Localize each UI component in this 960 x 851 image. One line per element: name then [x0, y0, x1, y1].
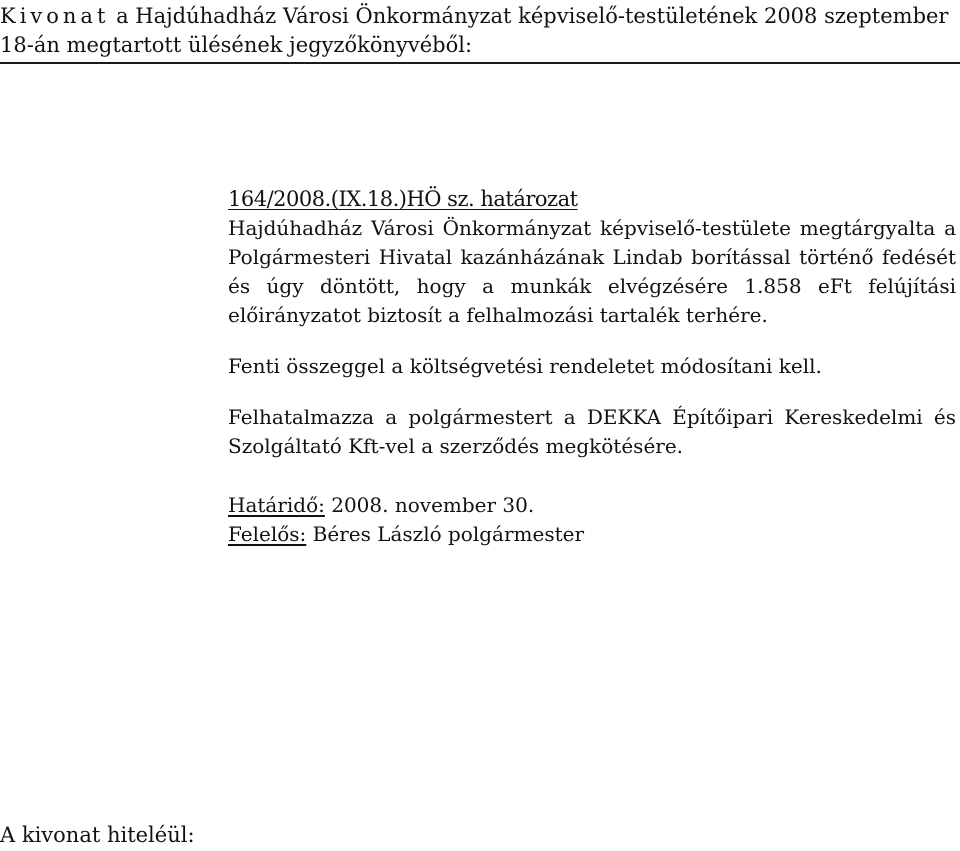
resolution-paragraph-3: Felhatalmazza a polgármestert a DEKKA Építőipari Kereskedelmi és Szolgáltató Kft-vel a szerződés megkötésére.	[228, 405, 956, 458]
resolution-paragraph-2: Fenti összeggel a költségvetési rendeletet módosítani kell.	[228, 354, 822, 378]
header-text: a Hajdúhadház Városi Önkormányzat képviselő-testületének 2008 szeptember 18-án megtartott ülésének jegyzőkönyvéből:	[0, 4, 949, 57]
certification-line: A kivonat hiteléül:	[0, 823, 195, 847]
responsible-value: Béres László polgármester	[312, 522, 585, 546]
resolution-title: 164/2008.(IX.18.)HÖ sz. határozat	[228, 187, 578, 211]
responsible-line	[228, 520, 956, 549]
resolution-body	[228, 185, 956, 549]
responsible-label: Felelős:	[228, 522, 307, 546]
header-divider	[0, 62, 960, 64]
kivonat-label: Kivonat	[0, 4, 110, 28]
deadline-line	[228, 491, 956, 520]
deadline-label: Határidő:	[228, 493, 325, 517]
document-header	[0, 2, 956, 60]
deadline-value: 2008. november 30.	[331, 493, 535, 517]
resolution-paragraph-1: Hajdúhadház Városi Önkormányzat képviselő-testülete megtárgyalta a Polgármesteri Hivatal kazánházának Lindab borítással történő fedését és úgy döntött, hogy a munkák elvégzésére 1.858 eFt felújítási előirányzatot biztosít a felhalmozási tartalék terhére.	[228, 216, 956, 327]
